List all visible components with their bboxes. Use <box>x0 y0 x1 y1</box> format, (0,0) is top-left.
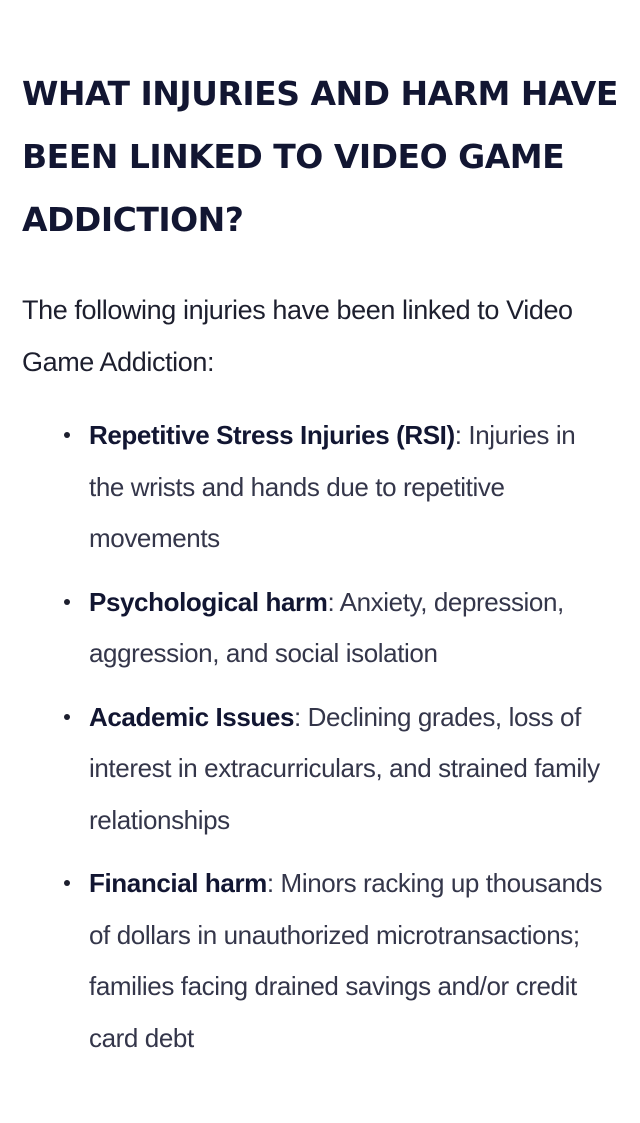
bullet-icon <box>64 432 70 438</box>
intro-paragraph: The following injuries have been linked to Video Game Addiction: <box>22 295 573 377</box>
list-item-description: Declining grades, loss of interest in extracurriculars, and strained family relationships <box>89 701 600 835</box>
list-item-academic <box>22 692 618 847</box>
list-item-term: Psychological harm <box>89 586 328 617</box>
list-item-term: Repetitive Stress Injuries (RSI) <box>89 420 455 450</box>
bullet-icon <box>64 714 70 720</box>
list-item-term: Financial harm <box>89 868 267 898</box>
term-separator: : <box>294 701 301 732</box>
bullet-icon <box>64 599 70 605</box>
bullet-icon <box>64 880 70 886</box>
list-item-psychological <box>22 577 618 680</box>
term-separator: : <box>454 420 462 450</box>
term-separator: : <box>327 586 335 617</box>
list-item-rsi <box>22 410 618 565</box>
list-item-description: Minors racking up thousands of dollars in unauthorized microtransactions; families facing drained savings and/or credit card debt <box>89 868 603 1053</box>
list-item-description: Anxiety, depression, aggression, and social isolation <box>89 586 564 668</box>
list-item-term: Academic Issues <box>89 701 295 732</box>
section-heading: WHAT INJURIES AND HARM HAVE BEEN LINKED TO VIDEO GAME ADDICTION? <box>22 74 618 239</box>
term-separator: : <box>266 868 274 898</box>
list-item-description: Injuries in the wrists and hands due to repetitive movements <box>89 420 576 553</box>
list-item-financial <box>22 858 618 1064</box>
injury-list <box>22 410 618 1064</box>
